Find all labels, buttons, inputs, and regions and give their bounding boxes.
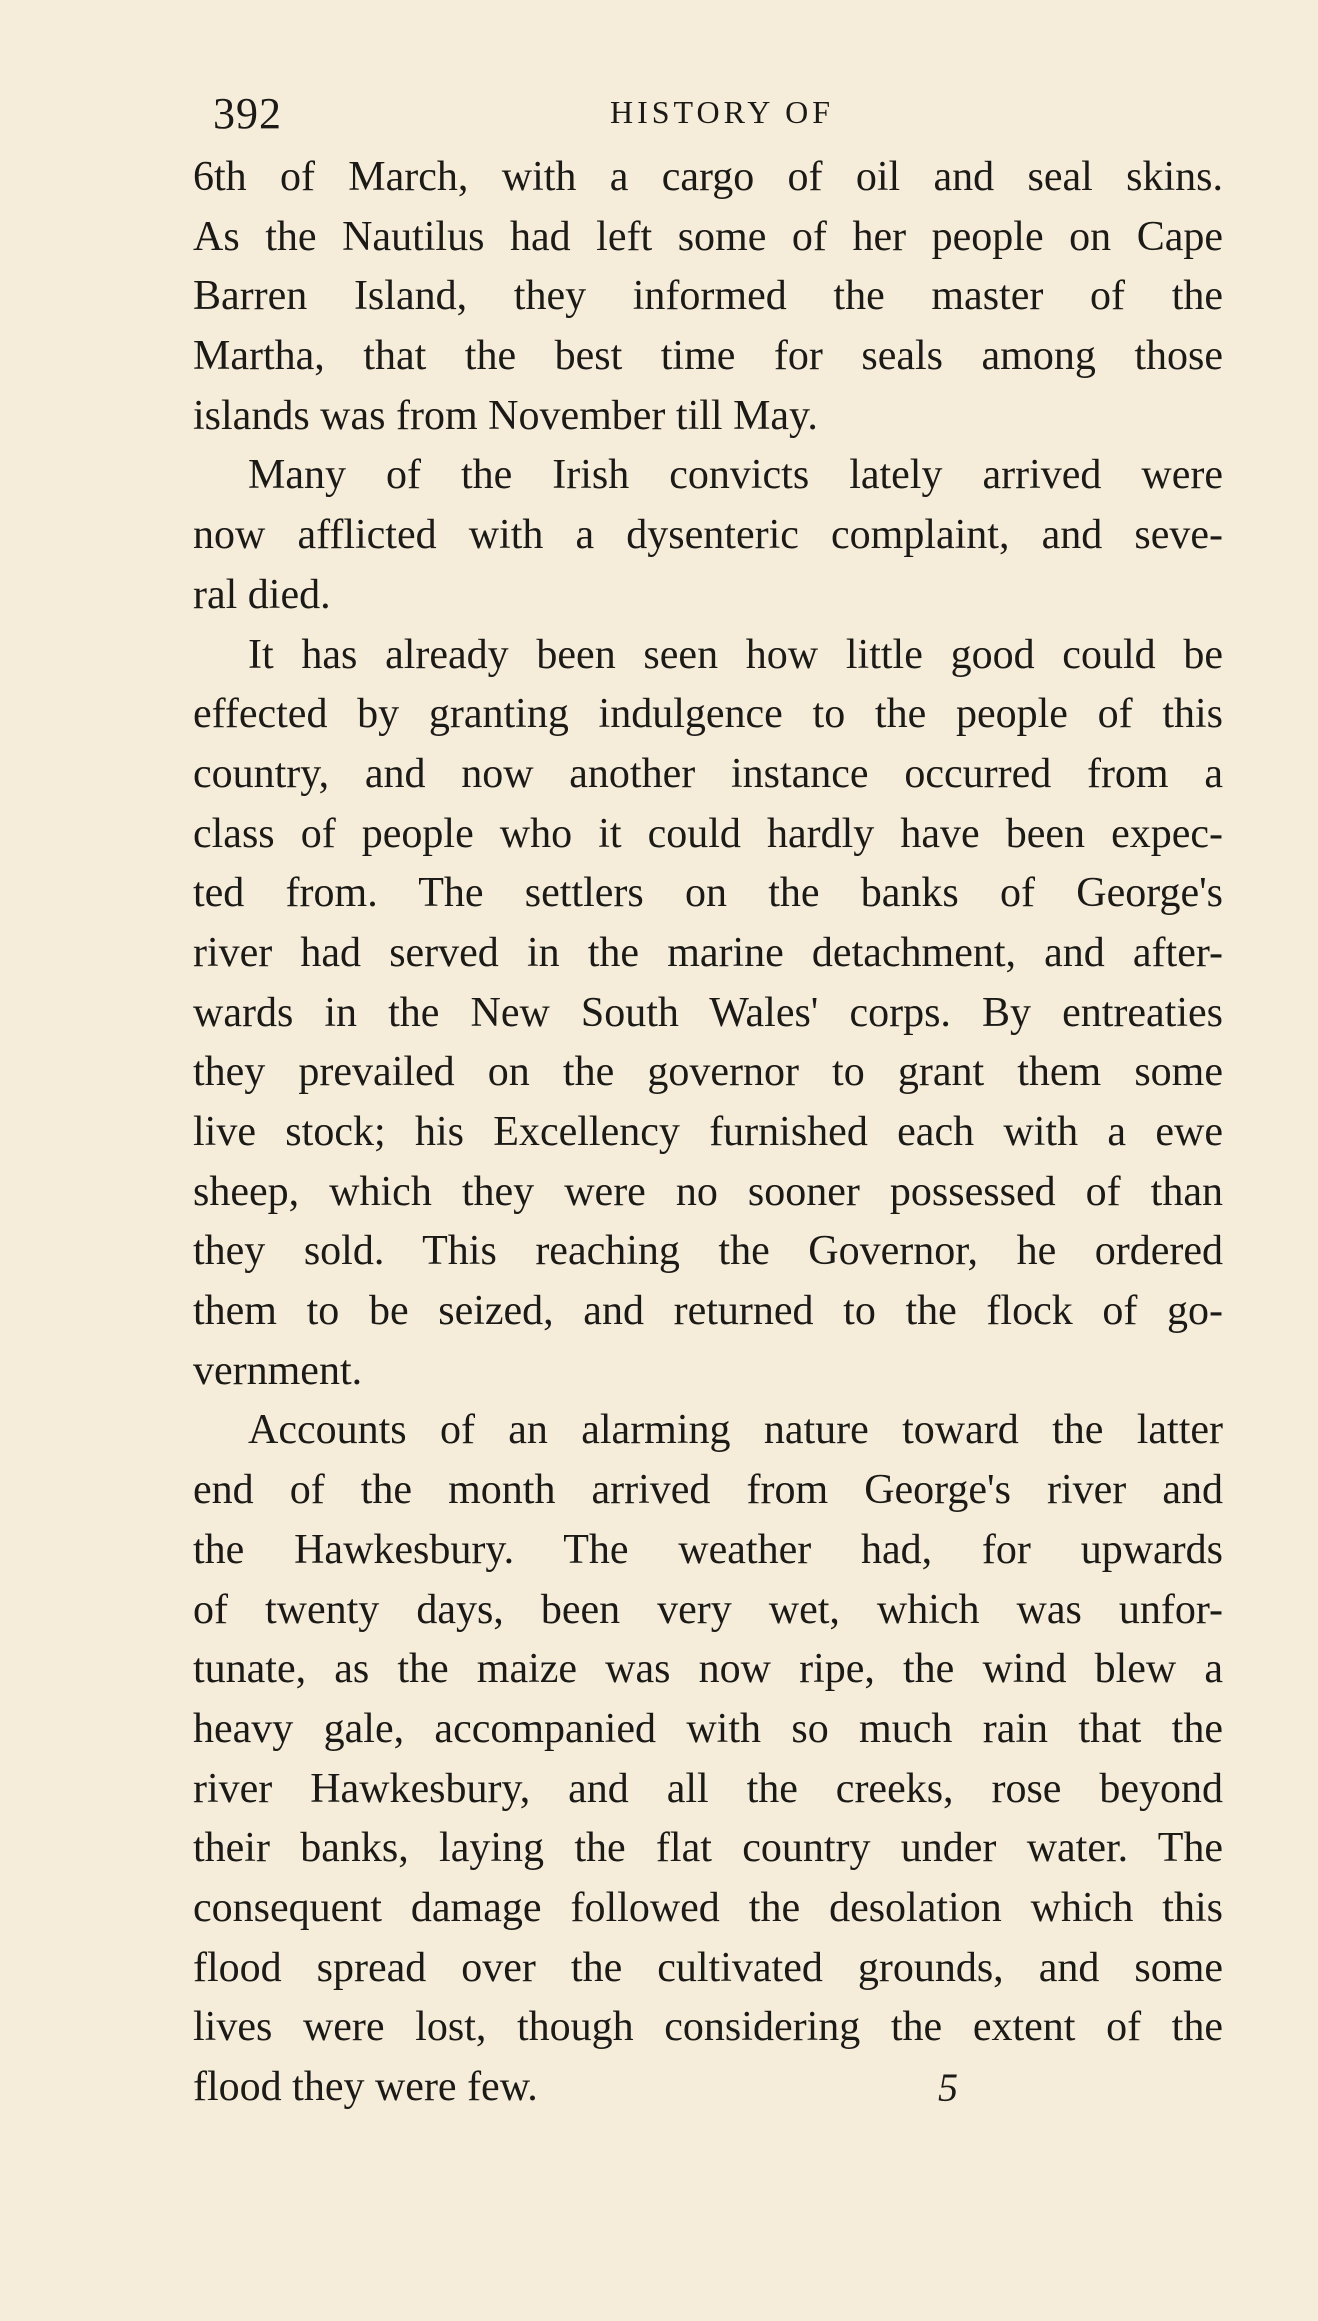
text-line: now afflicted with a dysenteric complaint, and seve-: [193, 512, 1223, 559]
text-line: live stock; his Excellency furnished each with a ewe: [193, 1109, 1223, 1155]
text-line: effected by granting indulgence to the people of this: [193, 691, 1223, 738]
text-line-with-signature: [193, 2058, 1223, 2118]
text-line: they prevailed on the governor to grant them some: [193, 1049, 1223, 1096]
text-line: ted from. The settlers on the banks of George's: [193, 870, 1223, 917]
text-line: 6th of March, with a cargo of oil and seal skins.: [193, 154, 1223, 200]
text-line: country, and now another instance occurred from a: [193, 750, 1223, 797]
text-line: consequent damage followed the desolation which this: [193, 1884, 1223, 1931]
paragraph: [193, 1401, 1223, 2117]
text-line: Accounts of an alarming nature toward the latter: [248, 1407, 1223, 1454]
text-line: Martha, that the best time for seals among those: [193, 333, 1223, 380]
signature-mark: 5: [938, 2065, 958, 2110]
text-line: Barren Island, they informed the master of the: [193, 273, 1223, 320]
text-line: wards in the New South Wales' corps. By entreaties: [193, 989, 1223, 1036]
body-text: [193, 148, 1223, 2118]
paragraph: [193, 446, 1223, 625]
running-head: HISTORY OF: [609, 94, 835, 130]
text-line: river had served in the marine detachment, and after-: [193, 929, 1223, 976]
text-line: tunate, as the maize was now ripe, the wind blew a: [193, 1646, 1223, 1693]
text-line: lives were lost, though considering the extent of the: [193, 2004, 1223, 2051]
text-line: class of people who it could hardly have been expec-: [193, 810, 1223, 857]
paragraph: [193, 148, 1223, 446]
text-line: heavy gale, accompanied with so much rain that the: [193, 1705, 1223, 1752]
text-line: Many of the Irish convicts lately arrived were: [248, 452, 1223, 499]
text-line: of twenty days, been very wet, which was unfor-: [193, 1586, 1223, 1633]
text-line: flood spread over the cultivated grounds, and some: [193, 1944, 1223, 1991]
text-line: As the Nautilus had left some of her people on Cape: [193, 213, 1223, 260]
text-line: vernment.: [193, 1347, 363, 1394]
text-line: they sold. This reaching the Governor, he ordered: [193, 1228, 1223, 1275]
text-line: islands was from November till May.: [193, 392, 818, 439]
page-header: [213, 88, 1231, 148]
text-line: the Hawkesbury. The weather had, for upwards: [193, 1526, 1223, 1573]
text-line: river Hawkesbury, and all the creeks, rose beyond: [193, 1765, 1223, 1812]
text-line: It has already been seen how little good could be: [248, 631, 1223, 678]
page-number: 392: [213, 89, 282, 138]
text-line: ral died.: [193, 571, 331, 618]
text-line: sheep, which they were no sooner possessed of than: [193, 1168, 1223, 1215]
paragraph: [193, 626, 1223, 1402]
text-line: them to be seized, and returned to the flock of go-: [193, 1288, 1223, 1335]
text-line: their banks, laying the flat country under water. The: [193, 1825, 1223, 1872]
text-line: end of the month arrived from George's river and: [193, 1467, 1223, 1514]
text-line: flood they were few.: [193, 2064, 538, 2110]
